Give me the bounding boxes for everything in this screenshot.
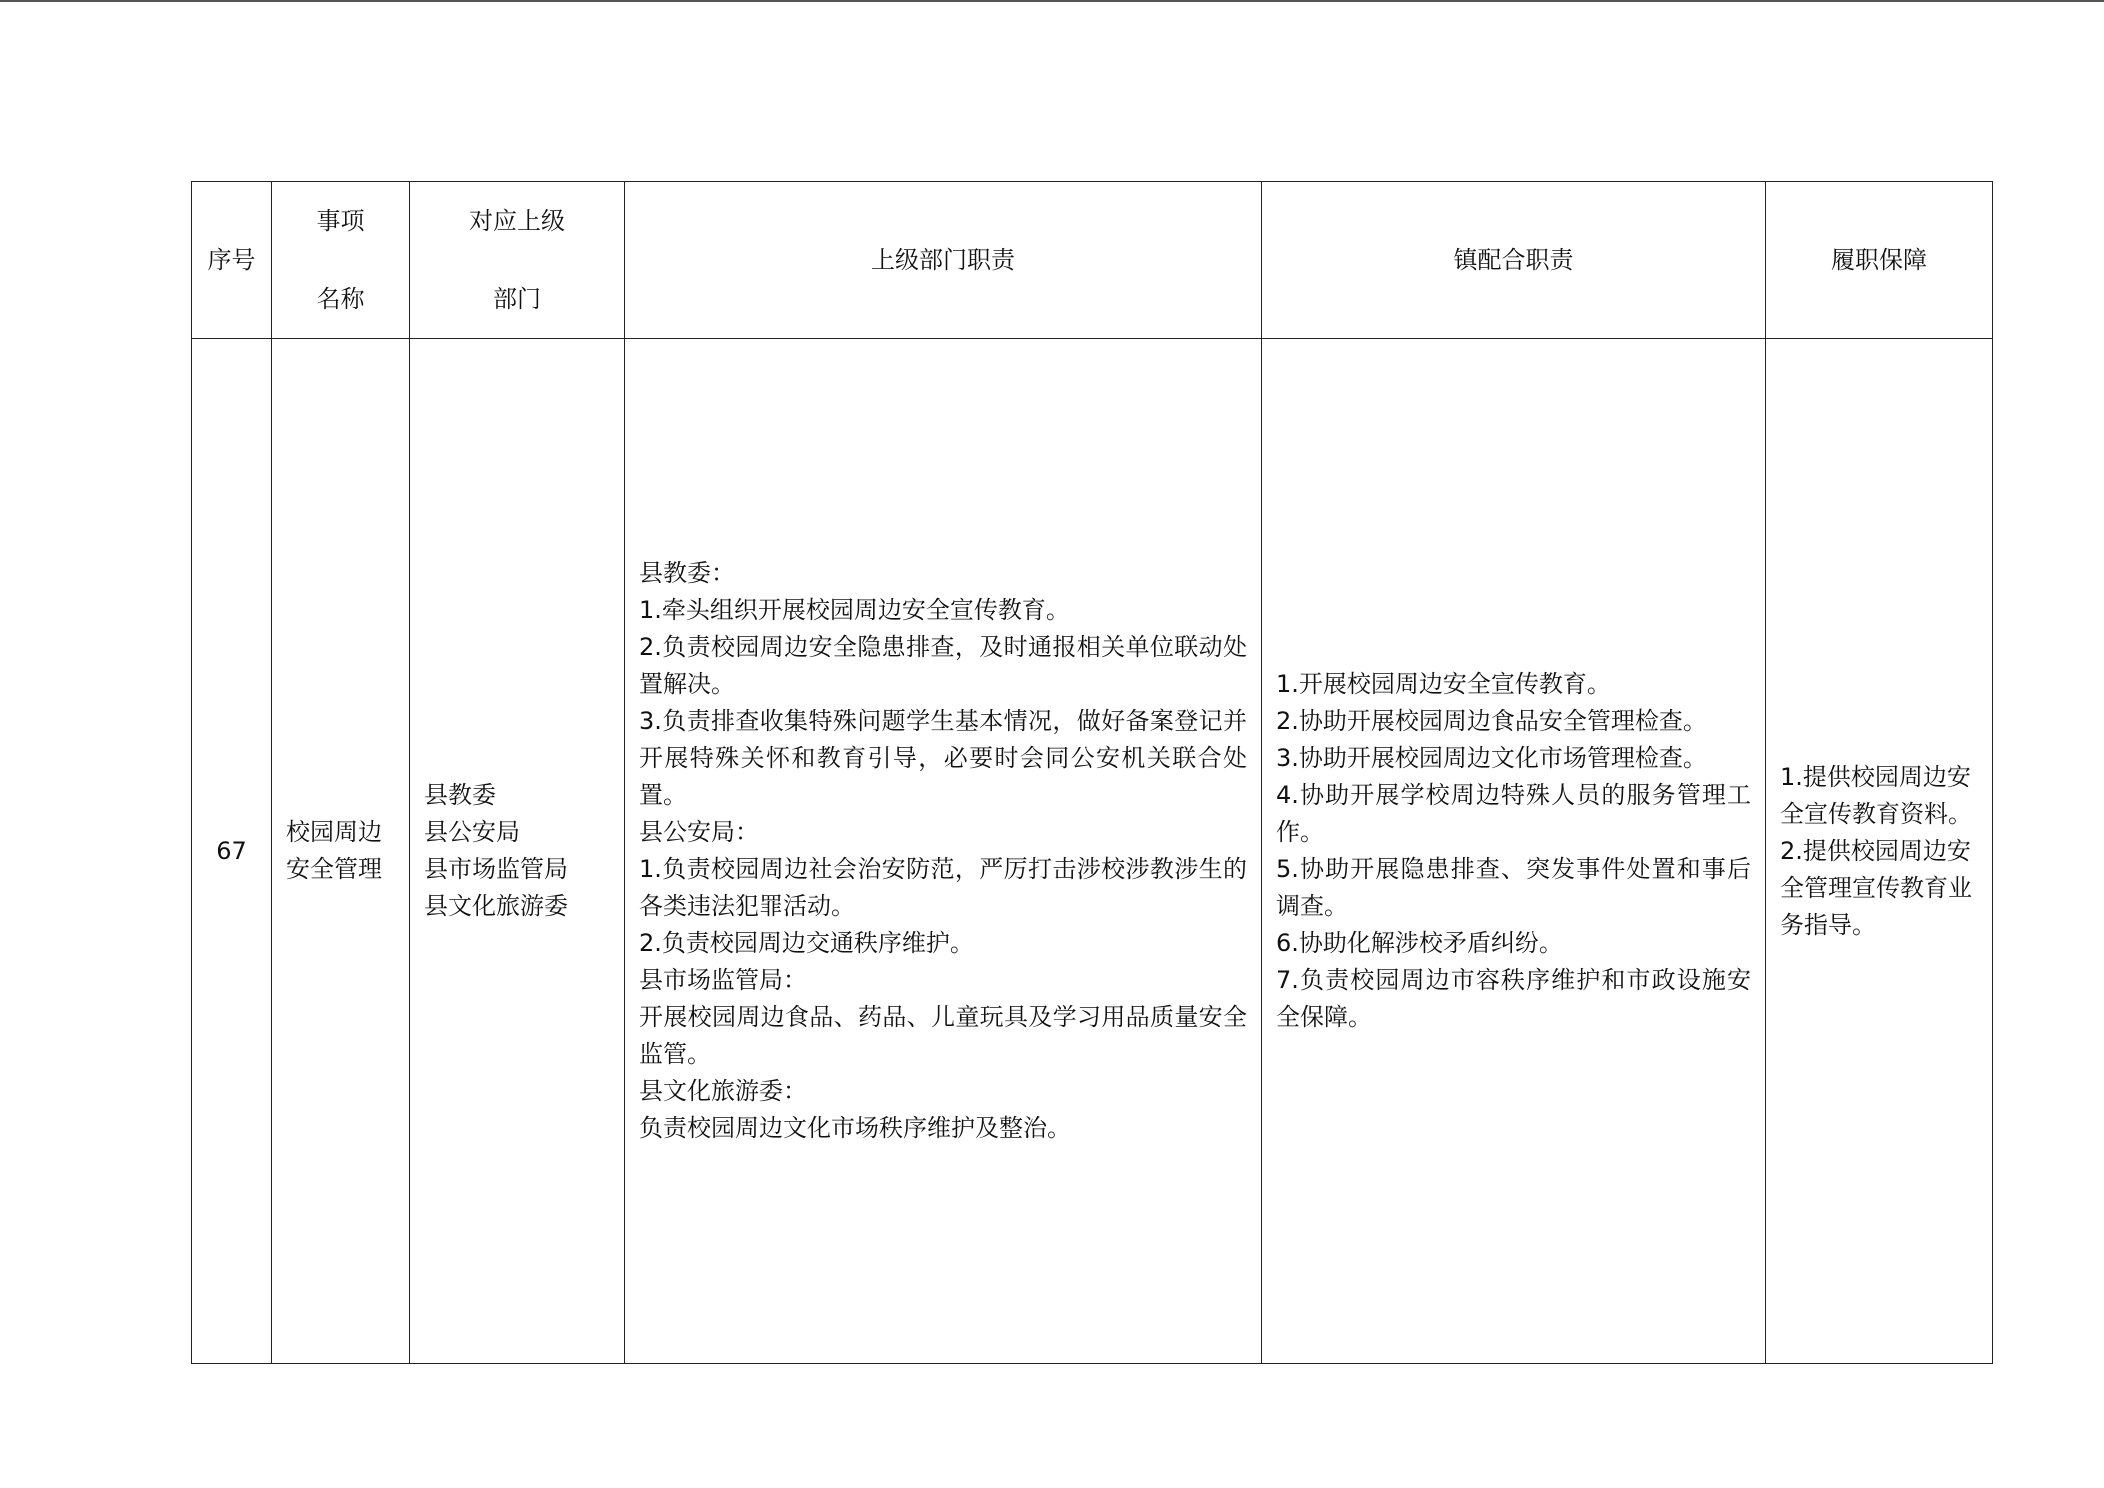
page-top-border <box>0 0 2104 2</box>
header-town-duty <box>1262 182 1766 339</box>
item-name-line: 安全管理 <box>286 855 382 883</box>
department-item: 县市场监管局 <box>424 855 568 883</box>
header-upper-duty <box>625 182 1262 339</box>
header-dept-line2: 部门 <box>493 285 541 313</box>
header-seq-label: 序号 <box>207 245 256 274</box>
guarantee-line: 1.提供校园周边安全宣传教育资料。 <box>1780 762 1972 828</box>
header-seq <box>192 182 272 339</box>
town-duty-line: 7.负责校园周边市容秩序维护和市政设施安全保障。 <box>1276 966 1751 1031</box>
header-item-name <box>272 182 410 339</box>
header-town-duty-label: 镇配合职责 <box>1453 245 1574 274</box>
upper-duty-line: 1.负责校园周边社会治安防范，严厉打击涉校涉教涉生的各类违法犯罪活动。 <box>639 855 1247 920</box>
town-duty-line: 3.协助开展校园周边文化市场管理检查。 <box>1276 744 1707 772</box>
town-duty-line: 2.协助开展校园周边食品安全管理检查。 <box>1276 707 1707 735</box>
town-duty-line: 1.开展校园周边安全宣传教育。 <box>1276 670 1611 698</box>
header-guarantee-label: 履职保障 <box>1831 245 1927 274</box>
header-guarantee <box>1766 182 1993 339</box>
cell-departments <box>410 339 625 1364</box>
guarantee-line: 2.提供校园周边安全管理宣传教育业务指导。 <box>1780 836 1972 939</box>
upper-duty-line: 2.负责校园周边安全隐患排查，及时通报相关单位联动处置解决。 <box>639 633 1247 698</box>
cell-guarantee <box>1766 339 1993 1364</box>
department-item: 县公安局 <box>424 818 520 846</box>
upper-duty-line: 3.负责排查收集特殊问题学生基本情况，做好备案登记并开展特殊关怀和教育引导，必要时会同公安机关联合处置。 <box>639 707 1247 809</box>
header-item-name-line2: 名称 <box>316 285 365 313</box>
header-dept <box>410 182 625 339</box>
town-duty-line: 5.协助开展隐患排查、突发事件处置和事后调查。 <box>1276 855 1751 920</box>
town-duty-line: 6.协助化解涉校矛盾纠纷。 <box>1276 929 1563 957</box>
upper-duty-line: 1.牵头组织开展校园周边安全宣传教育。 <box>639 596 1070 624</box>
row-seq: 67 <box>216 836 247 865</box>
cell-item-name <box>272 339 410 1364</box>
upper-duty-line: 县教委： <box>639 559 735 587</box>
cell-town-duty <box>1262 339 1766 1364</box>
upper-duty-line: 开展校园周边食品、药品、儿童玩具及学习用品质量安全监管。 <box>639 1003 1247 1068</box>
item-name-line: 校园周边 <box>286 818 382 846</box>
table-header-row <box>192 182 1993 339</box>
header-dept-line1: 对应上级 <box>469 207 565 235</box>
town-duty-line: 4.协助开展学校周边特殊人员的服务管理工作。 <box>1276 781 1751 846</box>
upper-duty-line: 县文化旅游委： <box>639 1077 807 1105</box>
cell-seq <box>192 339 272 1364</box>
department-item: 县教委 <box>424 781 496 809</box>
header-item-name-line1: 事项 <box>316 207 365 235</box>
table-row <box>192 339 1993 1364</box>
cell-upper-duty <box>625 339 1262 1364</box>
upper-duty-line: 县市场监管局： <box>639 966 807 994</box>
header-upper-duty-label: 上级部门职责 <box>871 245 1015 274</box>
department-item: 县文化旅游委 <box>424 892 568 920</box>
duty-table <box>191 181 1993 1364</box>
upper-duty-line: 2.负责校园周边交通秩序维护。 <box>639 929 974 957</box>
upper-duty-line: 负责校园周边文化市场秩序维护及整治。 <box>639 1114 1071 1142</box>
upper-duty-line: 县公安局： <box>639 818 759 846</box>
